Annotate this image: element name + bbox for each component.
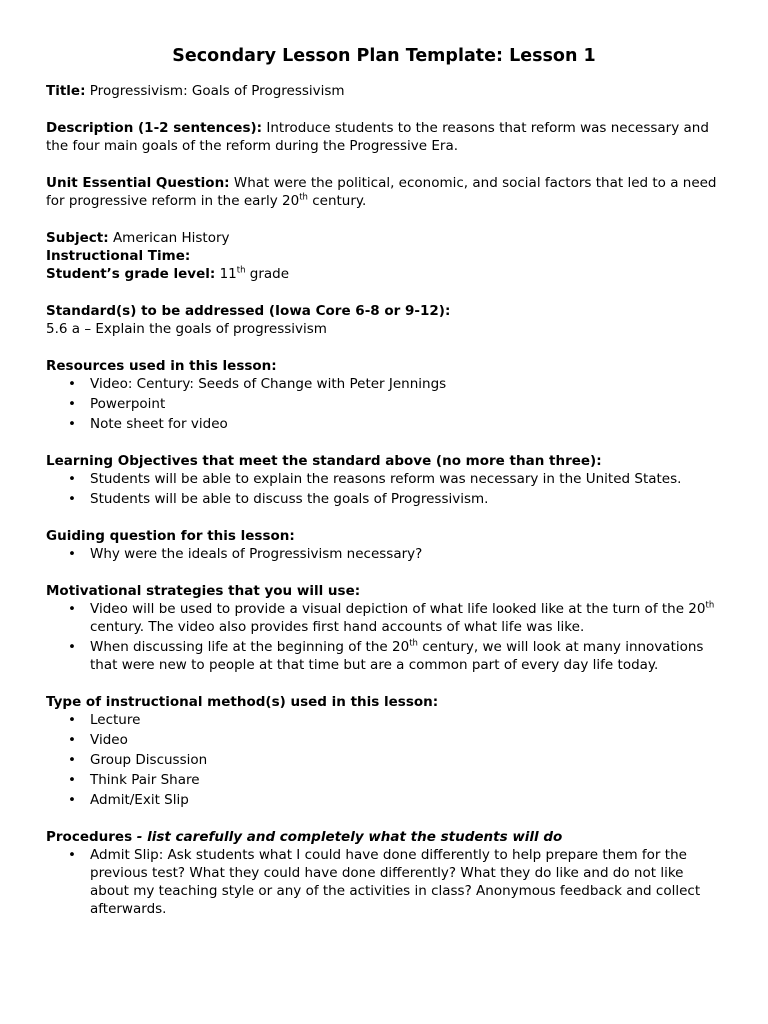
motivational-item-1-end: century. The video also provides first hand accounts of what life was like. xyxy=(90,619,585,635)
subject-line xyxy=(46,229,722,247)
grade-level-line xyxy=(46,265,722,283)
guiding-heading: Guiding question for this lesson: xyxy=(46,528,295,544)
standards-heading: Standard(s) to be addressed (Iowa Core 6-8 or 9-12): xyxy=(46,303,451,319)
procedures-heading-line xyxy=(46,828,722,846)
list-item: • Think Pair Share xyxy=(90,771,722,789)
objectives-list xyxy=(46,470,722,508)
standards-section xyxy=(46,302,722,338)
motivational-section xyxy=(46,582,722,674)
grade-level-sup: th xyxy=(236,265,246,276)
title-line xyxy=(46,82,722,100)
motivational-item-1-sup: th xyxy=(705,600,715,611)
essential-question-label: Unit Essential Question: xyxy=(46,175,230,191)
description-line xyxy=(46,119,722,155)
list-item xyxy=(90,638,722,674)
list-item: • Students will be able to explain the reasons reform was necessary in the United States. xyxy=(90,470,722,488)
grade-level-suffix: grade xyxy=(245,266,290,282)
list-item: • Why were the ideals of Progressivism necessary? xyxy=(90,545,722,563)
grade-level-label: Student’s grade level: xyxy=(46,266,216,282)
list-item: • Powerpoint xyxy=(90,395,722,413)
title-label: Title: xyxy=(46,83,86,99)
list-item: • Students will be able to discuss the goals of Progressivism. xyxy=(90,490,722,508)
list-item: • Group Discussion xyxy=(90,751,722,769)
title-value: Progressivism: Goals of Progressivism xyxy=(89,83,345,99)
list-item: • Video xyxy=(90,731,722,749)
resources-section xyxy=(46,357,722,433)
procedures-heading: Procedures xyxy=(46,829,133,845)
methods-section xyxy=(46,693,722,809)
instructional-time-line xyxy=(46,247,722,265)
procedures-section xyxy=(46,828,722,918)
guiding-section xyxy=(46,527,722,563)
list-item: • Lecture xyxy=(90,711,722,729)
list-item: • Admit/Exit Slip xyxy=(90,791,722,809)
motivational-heading: Motivational strategies that you will use: xyxy=(46,583,361,599)
procedures-list xyxy=(46,846,722,918)
motivational-item-2-sup: th xyxy=(409,638,418,649)
methods-list xyxy=(46,711,722,809)
standards-value: 5.6 a – Explain the goals of progressivism xyxy=(46,321,327,337)
list-item: • Video: Century: Seeds of Change with Peter Jennings xyxy=(90,375,722,393)
document-title: Secondary Lesson Plan Template: Lesson 1 xyxy=(172,46,596,66)
list-item: • Admit Slip: Ask students what I could have done differently to help prepare them for the previous test? What they could have done differently? What they do like and do not like about my teaching style or any of the activities in class? Anonymous feedback and collect afterwards. xyxy=(90,846,722,918)
grade-level-number: 11 xyxy=(219,266,237,282)
guiding-list xyxy=(46,545,722,563)
objectives-section xyxy=(46,452,722,508)
list-item: • Note sheet for video xyxy=(90,415,722,433)
motivational-item-2-text: When discussing life at the beginning of the 20 xyxy=(90,639,410,655)
resources-list xyxy=(46,375,722,433)
essential-question-text-end: century. xyxy=(307,193,367,209)
subject-value: American History xyxy=(112,230,230,246)
course-info xyxy=(46,229,722,283)
motivational-item-1-text: Video will be used to provide a visual depiction of what life looked like at the turn of the 20 xyxy=(90,601,706,617)
essential-question-text: What were the political, economic, and social factors that led to a need for progressive reform in the early 20 xyxy=(46,175,717,209)
essential-question-sup: th xyxy=(299,192,308,203)
list-item xyxy=(90,600,722,636)
description-label: Description (1-2 sentences): xyxy=(46,120,263,136)
essential-question-line xyxy=(46,174,722,210)
motivational-list xyxy=(46,600,722,674)
procedures-heading-note: - list carefully and completely what the students will do xyxy=(132,829,563,845)
objectives-heading: Learning Objectives that meet the standard above (no more than three): xyxy=(46,453,602,469)
motivational-item-2-end: century, we will look at many innovations that were new to people at that time but are a common part of every day life today. xyxy=(90,639,704,673)
subject-label: Subject: xyxy=(46,230,109,246)
description-value: Introduce students to the reasons that reform was necessary and the four main goals of the reform during the Progressive Era. xyxy=(46,120,709,154)
instructional-time-label: Instructional Time: xyxy=(46,248,191,264)
resources-heading: Resources used in this lesson: xyxy=(46,358,277,374)
methods-heading: Type of instructional method(s) used in this lesson: xyxy=(46,694,439,710)
